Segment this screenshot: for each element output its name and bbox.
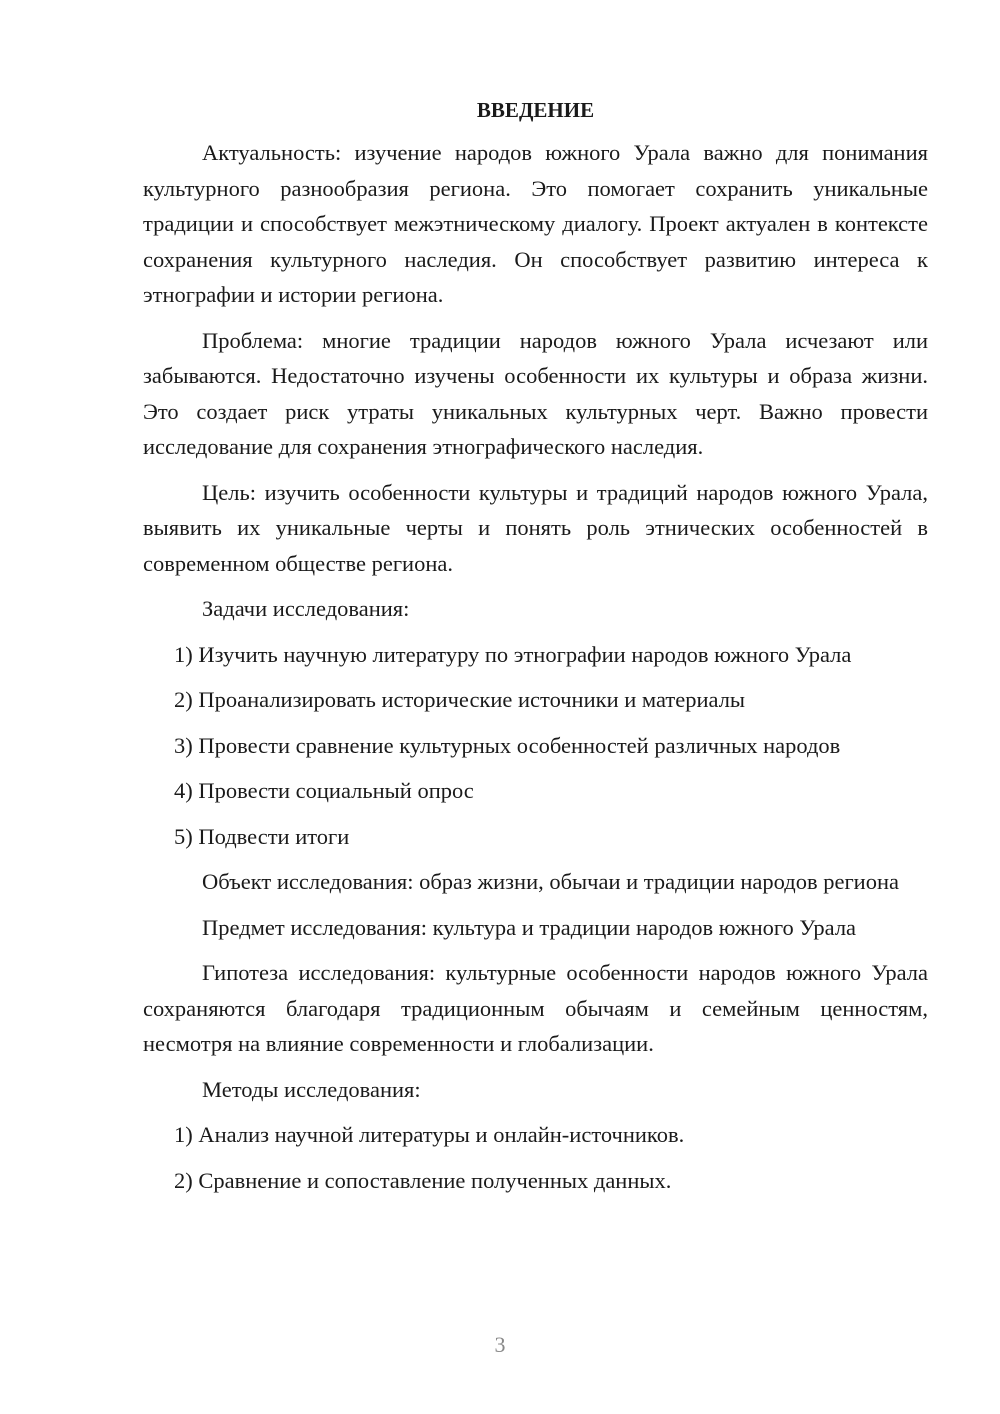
- method-item: 2) Сравнение и сопоставление полученных данных.: [174, 1167, 672, 1193]
- relevance-paragraph: Актуальность: изучение народов южного Урала важно для понимания культурного разнообразия региона. Это помогает сохранить уникальные традиции и способствует межэтническому диалогу. Проект актуален в контексте сохранения культурного наследия. Он способствует развитию интереса к этнографии и истории региона.: [143, 140, 928, 307]
- task-item: 1) Изучить научную литературу по этнографии народов южного Урала: [174, 641, 852, 667]
- subject-paragraph: Предмет исследования: культура и традиции народов южного Урала: [202, 914, 857, 940]
- document-page: [143, 95, 928, 1208]
- hypothesis-paragraph: Гипотеза исследования: культурные особенности народов южного Урала сохраняются благодаря традиционным обычаям и семейным ценностям, несмотря на влияние современности и глобализации.: [143, 960, 928, 1056]
- page-number: 3: [494, 1332, 506, 1357]
- object-paragraph: Объект исследования: образ жизни, обычаи и традиции народов региона: [202, 869, 899, 894]
- method-item: 1) Анализ научной литературы и онлайн-источников.: [174, 1122, 685, 1147]
- task-item: 5) Подвести итоги: [174, 823, 350, 849]
- problem-paragraph: Проблема: многие традиции народов южного Урала исчезают или забываются. Недостаточно изучены особенности их культуры и образа жизни. Это создает риск утраты уникальных культурных черт. Важно провести исследование для сохранения этнографического наследия.: [143, 327, 928, 459]
- document-title: ВВЕДЕНИЕ: [476, 98, 595, 122]
- task-item: 3) Провести сравнение культурных особенностей различных народов: [174, 732, 841, 758]
- task-item: 2) Проанализировать исторические источники и материалы: [174, 687, 746, 712]
- goal-paragraph: Цель: изучить особенности культуры и традиций народов южного Урала, выявить их уникальные черты и понять роль этнических особенностей в современном обществе региона.: [143, 479, 928, 576]
- tasks-heading: Задачи исследования:: [202, 596, 410, 621]
- task-item: 4) Провести социальный опрос: [174, 778, 474, 803]
- methods-heading: Методы исследования:: [202, 1076, 421, 1102]
